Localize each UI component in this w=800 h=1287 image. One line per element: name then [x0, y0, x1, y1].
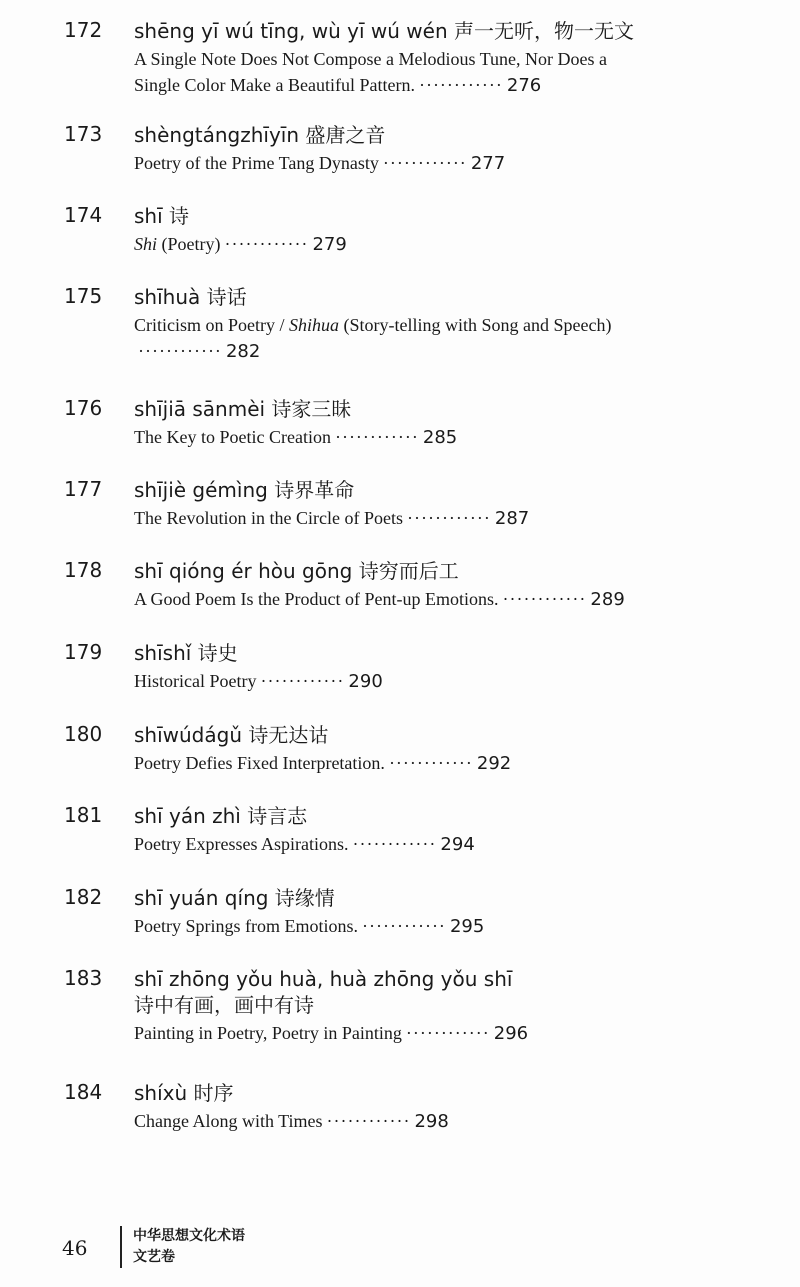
translation-line — [134, 913, 754, 940]
translation-text: Shi (Poetry) — [134, 234, 221, 254]
entry-term: shēng yī wú tīng, wù yī wú wén 声一无听，物一无文 — [134, 19, 634, 43]
translation-text: Historical Poetry — [134, 671, 257, 691]
entry-number: 175 — [64, 284, 103, 308]
translation-line — [134, 1020, 754, 1047]
translation-text: Criticism on Poetry / Shihua (Story-telling with Song and Speech) — [134, 315, 612, 335]
entry-term: shèngtángzhīyīn 盛唐之音 — [134, 123, 386, 147]
entry-number: 177 — [64, 477, 103, 501]
entry-translation — [134, 312, 754, 365]
translation-text: Poetry Defies Fixed Interpretation. — [134, 753, 385, 773]
entry-number: 181 — [64, 803, 103, 827]
translation-line — [134, 72, 754, 99]
entry-page-number: 296 — [493, 1023, 529, 1044]
translation-line — [134, 668, 754, 695]
entry-term: shīshǐ 诗史 — [134, 641, 238, 665]
leader-dots: ············ — [502, 589, 587, 609]
translation-text: A Good Poem Is the Product of Pent-up Emotions. — [134, 589, 499, 609]
leader-dots: ············ — [352, 834, 437, 854]
entry-page-number: 285 — [422, 427, 458, 448]
entry-number: 173 — [64, 122, 103, 146]
entry-number: 179 — [64, 640, 103, 664]
entry-translation — [134, 505, 754, 532]
entry-number: 182 — [64, 885, 103, 909]
entry-term: shī yán zhì 诗言志 — [134, 804, 308, 828]
entry-translation — [134, 750, 754, 777]
entry-page-number: 290 — [348, 671, 383, 692]
translation-line — [134, 505, 754, 532]
entry-page-number: 282 — [225, 341, 261, 362]
entry-translation — [134, 913, 754, 940]
entry-number: 184 — [64, 1080, 103, 1104]
translation-text: Poetry of the Prime Tang Dynasty — [134, 153, 379, 173]
entry-number: 172 — [64, 18, 103, 42]
leader-dots: ············ — [138, 341, 222, 361]
entry-number: 174 — [64, 203, 103, 227]
entry-page-number: 298 — [414, 1111, 449, 1132]
entry-term: shī qióng ér hòu gōng 诗穷而后工 — [134, 559, 459, 583]
entry-term-chinese: 诗中有画，画中有诗 — [134, 993, 314, 1017]
entry-number: 183 — [64, 966, 103, 990]
entry-term: shījiè gémìng 诗界革命 — [134, 478, 355, 502]
translation-line — [134, 424, 754, 451]
leader-dots: ············ — [388, 753, 473, 773]
entry-translation — [134, 1020, 754, 1047]
entry-translation — [134, 424, 754, 451]
entry-translation — [134, 1108, 754, 1135]
translation-line — [134, 312, 754, 338]
series-title-line1: 中华思想文化术语 — [133, 1228, 245, 1244]
translation-line — [134, 750, 754, 777]
translation-text: Poetry Springs from Emotions. — [134, 916, 358, 936]
translation-line — [134, 338, 754, 365]
entry-number: 178 — [64, 558, 103, 582]
translation-text: Single Color Make a Beautiful Pattern. — [134, 75, 415, 95]
entry-translation — [134, 586, 754, 613]
entry-page-number: 289 — [590, 589, 625, 610]
entry-page-number: 294 — [440, 834, 475, 855]
leader-dots: ············ — [418, 75, 503, 95]
leader-dots: ············ — [224, 234, 309, 254]
series-title-line2: 文艺卷 — [133, 1249, 175, 1265]
series-title — [133, 1226, 245, 1268]
translation-text: Painting in Poetry, Poetry in Painting — [134, 1023, 402, 1043]
entry-number: 180 — [64, 722, 103, 746]
translation-line — [134, 586, 754, 613]
leader-dots: ············ — [405, 1023, 490, 1043]
entry-term: shī zhōng yǒu huà, huà zhōng yǒu shī — [134, 967, 513, 991]
leader-dots: ············ — [326, 1111, 411, 1131]
translation-text: Poetry Expresses Aspirations. — [134, 834, 349, 854]
entry-translation — [134, 150, 754, 177]
leader-dots: ············ — [260, 671, 345, 691]
leader-dots: ············ — [406, 508, 491, 528]
translation-line — [134, 1108, 754, 1135]
translation-text: A Single Note Does Not Compose a Melodious Tune, Nor Does a — [134, 49, 607, 69]
entry-translation — [134, 46, 754, 99]
page-number: 46 — [62, 1236, 88, 1260]
translation-text: The Key to Poetic Creation — [134, 427, 331, 447]
translation-line — [134, 231, 754, 258]
translation-text: Change Along with Times — [134, 1111, 323, 1131]
footer-divider — [120, 1226, 122, 1268]
entry-term: shī 诗 — [134, 204, 190, 228]
leader-dots: ············ — [334, 427, 419, 447]
entry-translation — [134, 831, 754, 858]
translation-text: The Revolution in the Circle of Poets — [134, 508, 403, 528]
translation-line — [134, 831, 754, 858]
entry-term: shíxù 时序 — [134, 1081, 234, 1105]
entry-term: shīwúdágǔ 诗无达诂 — [134, 723, 329, 747]
leader-dots: ············ — [362, 916, 446, 936]
translation-line — [134, 150, 754, 177]
entry-translation — [134, 231, 754, 258]
entry-term: shīhuà 诗话 — [134, 285, 247, 309]
entry-translation — [134, 668, 754, 695]
entry-page-number: 287 — [494, 508, 530, 529]
entry-term: shī yuán qíng 诗缘情 — [134, 886, 335, 910]
leader-dots: ············ — [382, 153, 467, 173]
entry-page-number: 277 — [470, 153, 506, 174]
entry-page-number: 276 — [506, 75, 542, 96]
entry-term: shījiā sānmèi 诗家三昧 — [134, 397, 352, 421]
entry-page-number: 292 — [476, 753, 512, 774]
entry-number: 176 — [64, 396, 103, 420]
translation-line — [134, 46, 754, 72]
entry-page-number: 295 — [449, 916, 485, 937]
entry-page-number: 279 — [312, 234, 347, 255]
